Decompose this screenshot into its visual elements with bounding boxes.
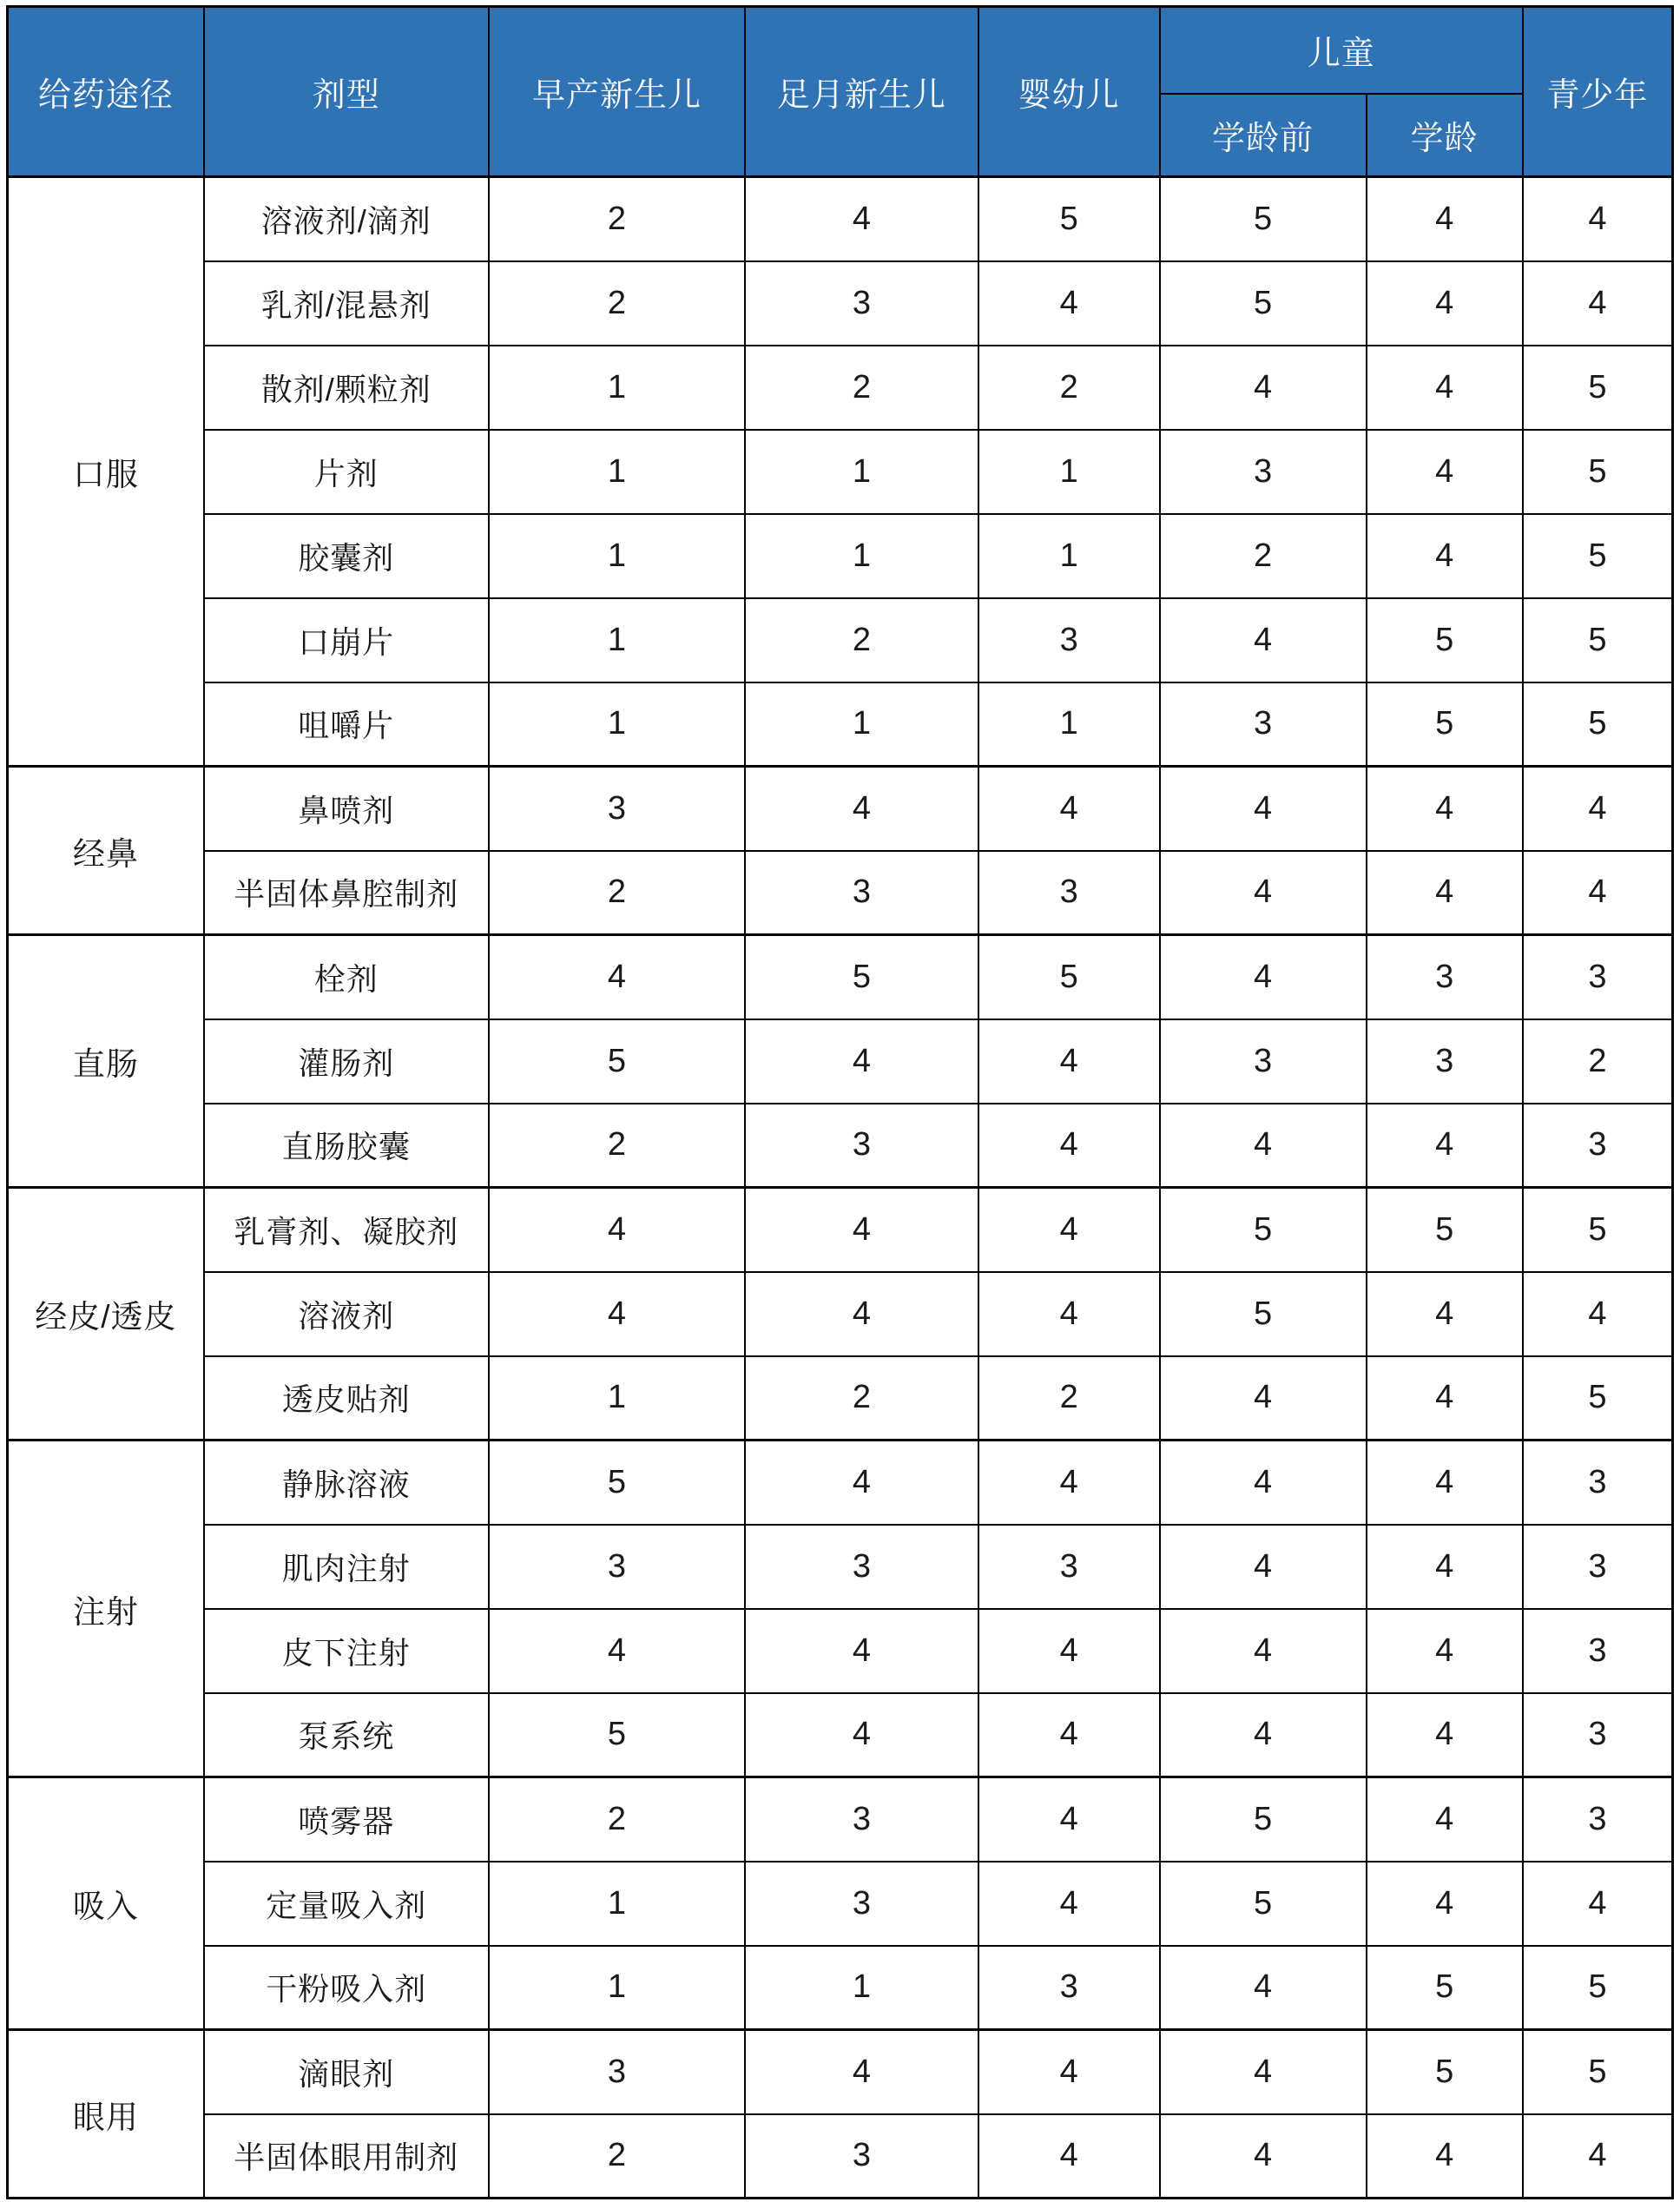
suitability-score: 4 (978, 2114, 1160, 2199)
suitability-score: 3 (745, 1862, 978, 1946)
suitability-score: 4 (745, 1188, 978, 1272)
table-row (8, 1609, 1673, 1693)
suitability-score: 5 (1367, 1188, 1523, 1272)
suitability-score: 3 (1160, 1019, 1367, 1104)
dosage-form-label: 乳膏剂、凝胶剂 (204, 1188, 489, 1272)
table-row (8, 2114, 1673, 2199)
suitability-score: 4 (745, 1609, 978, 1693)
suitability-score: 1 (978, 514, 1160, 598)
dosage-form-label: 定量吸入剂 (204, 1862, 489, 1946)
suitability-score: 4 (978, 1609, 1160, 1693)
suitability-score: 3 (489, 1525, 745, 1609)
suitability-score: 1 (745, 430, 978, 514)
suitability-score: 4 (978, 767, 1160, 851)
dosage-form-label: 咀嚼片 (204, 682, 489, 767)
header-dosage-form: 剂型 (204, 7, 489, 177)
dosage-form-label: 乳剂/混悬剂 (204, 261, 489, 346)
table-row (8, 1946, 1673, 2030)
suitability-score: 4 (978, 1693, 1160, 1777)
suitability-score: 5 (489, 1019, 745, 1104)
suitability-score: 4 (489, 1272, 745, 1356)
table-row (8, 261, 1673, 346)
suitability-score: 4 (1367, 261, 1523, 346)
suitability-score: 4 (978, 1862, 1160, 1946)
suitability-score: 5 (1523, 430, 1673, 514)
suitability-score: 4 (1367, 514, 1523, 598)
suitability-score: 4 (1160, 1441, 1367, 1525)
table-row (8, 177, 1673, 261)
suitability-score: 2 (978, 346, 1160, 430)
suitability-score: 4 (745, 1693, 978, 1777)
dosage-form-label: 散剂/颗粒剂 (204, 346, 489, 430)
suitability-score: 2 (745, 1356, 978, 1441)
dosage-form-label: 滴眼剂 (204, 2030, 489, 2114)
table-row (8, 346, 1673, 430)
suitability-score: 3 (978, 1946, 1160, 2030)
suitability-score: 5 (1523, 2030, 1673, 2114)
header-preterm-newborn: 早产新生儿 (489, 7, 745, 177)
suitability-score: 5 (1523, 346, 1673, 430)
dosage-form-label: 直肠胶囊 (204, 1104, 489, 1188)
suitability-score: 3 (1523, 1777, 1673, 1862)
suitability-score: 5 (1523, 1356, 1673, 1441)
suitability-score: 3 (745, 851, 978, 935)
header-preschool: 学龄前 (1160, 94, 1367, 177)
header-infant: 婴幼儿 (978, 7, 1160, 177)
suitability-score: 4 (1367, 1441, 1523, 1525)
suitability-score: 2 (489, 851, 745, 935)
suitability-score: 5 (1160, 1862, 1367, 1946)
suitability-score: 3 (1523, 1693, 1673, 1777)
suitability-score: 4 (978, 1019, 1160, 1104)
suitability-score: 2 (489, 2114, 745, 2199)
header-children: 儿童 (1160, 7, 1523, 94)
suitability-score: 4 (1160, 1946, 1367, 2030)
header-school-age: 学龄 (1367, 94, 1523, 177)
table-row (8, 430, 1673, 514)
dosage-form-label: 透皮贴剂 (204, 1356, 489, 1441)
table-row (8, 682, 1673, 767)
suitability-score: 4 (1367, 1272, 1523, 1356)
table-row (8, 598, 1673, 682)
suitability-score: 4 (978, 261, 1160, 346)
suitability-score: 5 (489, 1441, 745, 1525)
suitability-score: 4 (1523, 177, 1673, 261)
suitability-score: 5 (1367, 682, 1523, 767)
suitability-score: 4 (1523, 261, 1673, 346)
suitability-score: 4 (489, 935, 745, 1019)
suitability-score: 5 (1160, 1272, 1367, 1356)
suitability-score: 1 (489, 346, 745, 430)
suitability-score: 4 (1160, 2114, 1367, 2199)
suitability-score: 4 (489, 1609, 745, 1693)
suitability-score: 1 (489, 1356, 745, 1441)
header-adolescent: 青少年 (1523, 7, 1673, 177)
suitability-score: 3 (489, 2030, 745, 2114)
suitability-score: 4 (1160, 2030, 1367, 2114)
suitability-score: 4 (1160, 598, 1367, 682)
suitability-score: 1 (489, 682, 745, 767)
suitability-score: 2 (1160, 514, 1367, 598)
suitability-score: 4 (1160, 935, 1367, 1019)
table-row (8, 1356, 1673, 1441)
dosage-form-label: 喷雾器 (204, 1777, 489, 1862)
suitability-score: 3 (1160, 430, 1367, 514)
suitability-score: 5 (1160, 1777, 1367, 1862)
suitability-score: 3 (745, 1104, 978, 1188)
suitability-score: 2 (489, 1777, 745, 1862)
suitability-score: 5 (978, 935, 1160, 1019)
route-group-label: 吸入 (8, 1777, 204, 2030)
dosage-form-label: 灌肠剂 (204, 1019, 489, 1104)
suitability-score: 2 (1523, 1019, 1673, 1104)
suitability-score: 1 (745, 1946, 978, 2030)
suitability-score: 3 (745, 261, 978, 346)
dosage-form-label: 口崩片 (204, 598, 489, 682)
suitability-score: 4 (1160, 851, 1367, 935)
table-row (8, 1862, 1673, 1946)
suitability-score: 5 (1523, 1188, 1673, 1272)
suitability-score: 4 (1523, 1862, 1673, 1946)
suitability-score: 4 (745, 177, 978, 261)
suitability-score: 4 (1523, 851, 1673, 935)
table-row (8, 1272, 1673, 1356)
suitability-score: 4 (978, 1188, 1160, 1272)
suitability-score: 4 (978, 1777, 1160, 1862)
suitability-score: 4 (1367, 430, 1523, 514)
dosage-form-label: 泵系统 (204, 1693, 489, 1777)
suitability-score: 5 (745, 935, 978, 1019)
suitability-score: 4 (1160, 1609, 1367, 1693)
suitability-score: 4 (1160, 1104, 1367, 1188)
suitability-score: 4 (745, 1019, 978, 1104)
suitability-score: 4 (978, 1441, 1160, 1525)
suitability-score: 3 (745, 1525, 978, 1609)
suitability-score: 5 (1523, 682, 1673, 767)
dosage-form-label: 溶液剂 (204, 1272, 489, 1356)
suitability-score: 4 (1523, 1272, 1673, 1356)
suitability-score: 4 (1160, 346, 1367, 430)
suitability-score: 3 (1523, 1609, 1673, 1693)
suitability-score: 4 (1367, 1609, 1523, 1693)
dosage-form-label: 半固体鼻腔制剂 (204, 851, 489, 935)
suitability-score: 2 (489, 1104, 745, 1188)
suitability-score: 1 (978, 430, 1160, 514)
suitability-score: 3 (1367, 935, 1523, 1019)
suitability-score: 5 (1160, 1188, 1367, 1272)
suitability-score: 5 (1367, 2030, 1523, 2114)
suitability-score: 1 (978, 682, 1160, 767)
suitability-score: 4 (745, 1272, 978, 1356)
dosage-form-suitability-table (6, 5, 1674, 2199)
suitability-score: 4 (978, 1272, 1160, 1356)
suitability-score: 3 (1160, 682, 1367, 767)
suitability-score: 3 (745, 2114, 978, 2199)
table-row (8, 767, 1673, 851)
suitability-score: 4 (1523, 767, 1673, 851)
table-header (8, 7, 1673, 177)
suitability-score: 4 (1160, 1693, 1367, 1777)
suitability-score: 5 (1523, 1946, 1673, 2030)
dosage-form-label: 溶液剂/滴剂 (204, 177, 489, 261)
suitability-score: 2 (978, 1356, 1160, 1441)
suitability-score: 5 (1367, 598, 1523, 682)
table-row (8, 851, 1673, 935)
suitability-score: 2 (745, 598, 978, 682)
suitability-score: 4 (1367, 2114, 1523, 2199)
suitability-score: 3 (1523, 1525, 1673, 1609)
suitability-score: 3 (978, 598, 1160, 682)
suitability-score: 4 (1367, 1862, 1523, 1946)
header-route: 给药途径 (8, 7, 204, 177)
suitability-score: 3 (978, 851, 1160, 935)
table-row (8, 1777, 1673, 1862)
suitability-score: 2 (489, 261, 745, 346)
suitability-score: 5 (1160, 261, 1367, 346)
suitability-score: 4 (1367, 346, 1523, 430)
suitability-score: 5 (1367, 1946, 1523, 2030)
suitability-score: 3 (1523, 1441, 1673, 1525)
dosage-form-label: 皮下注射 (204, 1609, 489, 1693)
suitability-score: 3 (1523, 1104, 1673, 1188)
suitability-score: 1 (489, 514, 745, 598)
suitability-score: 5 (489, 1693, 745, 1777)
suitability-score: 1 (489, 430, 745, 514)
route-group-label: 直肠 (8, 935, 204, 1188)
route-group-label: 经皮/透皮 (8, 1188, 204, 1441)
suitability-score: 1 (745, 514, 978, 598)
suitability-score: 4 (745, 2030, 978, 2114)
suitability-score: 4 (1367, 177, 1523, 261)
suitability-score: 5 (1160, 177, 1367, 261)
dosage-form-label: 静脉溶液 (204, 1441, 489, 1525)
suitability-score: 4 (1367, 851, 1523, 935)
suitability-score: 4 (745, 1441, 978, 1525)
table-row (8, 1693, 1673, 1777)
suitability-score: 5 (1523, 598, 1673, 682)
header-row-main (8, 7, 1673, 94)
dosage-form-label: 半固体眼用制剂 (204, 2114, 489, 2199)
suitability-score: 4 (978, 2030, 1160, 2114)
table-row (8, 1104, 1673, 1188)
table-row (8, 1525, 1673, 1609)
suitability-score: 4 (1367, 1693, 1523, 1777)
suitability-score: 4 (1160, 1356, 1367, 1441)
suitability-score: 2 (745, 346, 978, 430)
dosage-form-label: 鼻喷剂 (204, 767, 489, 851)
route-group-label: 注射 (8, 1441, 204, 1777)
suitability-score: 1 (489, 1862, 745, 1946)
suitability-score: 1 (745, 682, 978, 767)
suitability-score: 1 (489, 1946, 745, 2030)
suitability-score: 4 (978, 1104, 1160, 1188)
suitability-score: 4 (1367, 1525, 1523, 1609)
table-row (8, 2030, 1673, 2114)
suitability-score: 5 (978, 177, 1160, 261)
suitability-score: 4 (1367, 1777, 1523, 1862)
suitability-score: 1 (489, 598, 745, 682)
suitability-score: 4 (1367, 1104, 1523, 1188)
table-row (8, 514, 1673, 598)
suitability-score: 3 (1367, 1019, 1523, 1104)
route-group-label: 口服 (8, 177, 204, 767)
suitability-score: 3 (978, 1525, 1160, 1609)
suitability-score: 5 (1523, 514, 1673, 598)
table-row (8, 1441, 1673, 1525)
suitability-score: 3 (489, 767, 745, 851)
table-body (8, 177, 1673, 2199)
route-group-label: 眼用 (8, 2030, 204, 2199)
suitability-score: 4 (1160, 1525, 1367, 1609)
dosage-form-label: 胶囊剂 (204, 514, 489, 598)
dosage-form-label: 片剂 (204, 430, 489, 514)
dosage-form-label: 栓剂 (204, 935, 489, 1019)
table-row (8, 1188, 1673, 1272)
suitability-score: 3 (745, 1777, 978, 1862)
suitability-score: 2 (489, 177, 745, 261)
header-fullterm-newborn: 足月新生儿 (745, 7, 978, 177)
route-group-label: 经鼻 (8, 767, 204, 935)
suitability-score: 4 (1160, 767, 1367, 851)
dosage-form-label: 肌肉注射 (204, 1525, 489, 1609)
table-row (8, 935, 1673, 1019)
suitability-score: 4 (1367, 1356, 1523, 1441)
suitability-score: 4 (1367, 767, 1523, 851)
dosage-form-label: 干粉吸入剂 (204, 1946, 489, 2030)
suitability-score: 4 (1523, 2114, 1673, 2199)
table-row (8, 1019, 1673, 1104)
suitability-score: 4 (745, 767, 978, 851)
suitability-score: 4 (489, 1188, 745, 1272)
suitability-score: 3 (1523, 935, 1673, 1019)
